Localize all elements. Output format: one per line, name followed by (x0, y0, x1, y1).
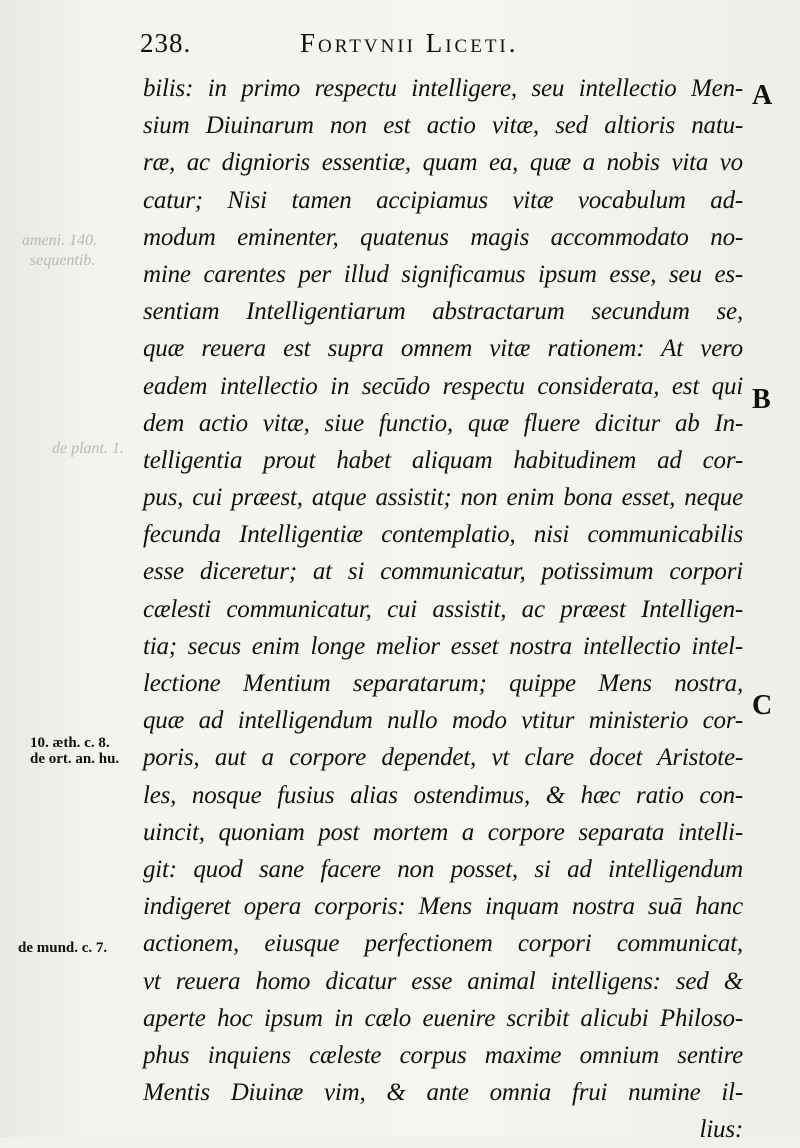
text-line: quæ ad intelligendum nullo modo vtitur ministerio cor- (143, 707, 743, 735)
text-line: bilis: in primo respectu intelligere, seu intellectio Men- (143, 75, 743, 102)
text-line: actionem, eiusque perfectionem corpori communicat, (143, 930, 743, 958)
section-marker-c: C (752, 690, 773, 721)
body-text (143, 70, 743, 1148)
text-line: vt reuera homo dicatur esse animal intelligens: sed & (143, 967, 743, 995)
text-line: eadem intellectio in secūdo respectu considerata, est qui (143, 372, 743, 400)
text-line: Mentis Diuinæ vim, & ante omnia frui numine il- (143, 1079, 743, 1107)
page-header (140, 28, 740, 68)
text-line: lius: (699, 1116, 743, 1144)
text-line: tia; secus enim longe melior esset nostra intellectio intel- (143, 632, 743, 660)
text-line: phus inquiens cæleste corpus maxime omnium sentire (143, 1041, 743, 1069)
section-marker-b: B (752, 384, 771, 415)
text-line: mine carentes per illud significamus ipsum esse, seu es- (143, 260, 743, 288)
bleed-through-text: ameni. 140. (22, 232, 98, 249)
text-line: catur; Nisi tamen accipiamus vitæ vocabulum ad- (143, 186, 743, 214)
text-line: quæ reuera est supra omnem vitæ rationem: At vero (143, 335, 743, 363)
text-line: ræ, ac dignioris essentiæ, quam ea, quæ a nobis vita vo (143, 149, 743, 177)
bleed-through-text: sequentib. (30, 252, 96, 269)
section-marker-a: A (752, 80, 773, 111)
text-line: dem actio vitæ, siue functio, quæ fluere dicitur ab In- (143, 409, 743, 437)
page-number: 238. (140, 28, 192, 58)
text-line: pus, cui præest, atque assistit; non enim bona esset, neque (143, 484, 743, 512)
text-line: les, nosque fusius alias ostendimus, & hæc ratio con- (143, 781, 743, 809)
text-line: uincit, quoniam post mortem a corpore separata intelli- (143, 818, 743, 846)
text-line: esse diceretur; at si communicatur, potissimum corpori (143, 558, 743, 586)
text-line: sium Diuinarum non est actio vitæ, sed altioris natu- (143, 112, 743, 140)
text-line: cælesti communicatur, cui assistit, ac præest Intelligen- (143, 595, 743, 623)
text-line: git: quod sane facere non posset, si ad intelligendum (143, 855, 743, 883)
text-line: modum eminenter, quatenus magis accommodato no- (143, 223, 743, 251)
margin-note-line: 10. æth. c. 8. (30, 735, 110, 751)
text-line: sentiam Intelligentiarum abstractarum secundum se, (143, 298, 743, 326)
margin-note-line: de ort. an. hu. (30, 751, 120, 767)
running-head: Fortvnii Liceti. (300, 28, 519, 58)
text-line: telligentia prout habet aliquam habitudinem ad cor- (143, 446, 743, 474)
text-line: poris, aut a corpore dependet, vt clare docet Aristote- (143, 744, 743, 772)
text-line: aperte hoc ipsum in cælo euenire scribit alicubi Philoso- (143, 1004, 743, 1032)
margin-note: de mund. c. 7. (18, 940, 108, 956)
margin-note (30, 735, 119, 767)
text-line: indigeret opera corporis: Mens inquam nostra suā hanc (143, 893, 743, 921)
bleed-through-text: de plant. 1. (52, 440, 124, 457)
text-line: fecunda Intelligentiæ contemplatio, nisi communicabilis (143, 521, 743, 549)
text-line: lectione Mentium separatarum; quippe Mens nostra, (143, 670, 743, 697)
